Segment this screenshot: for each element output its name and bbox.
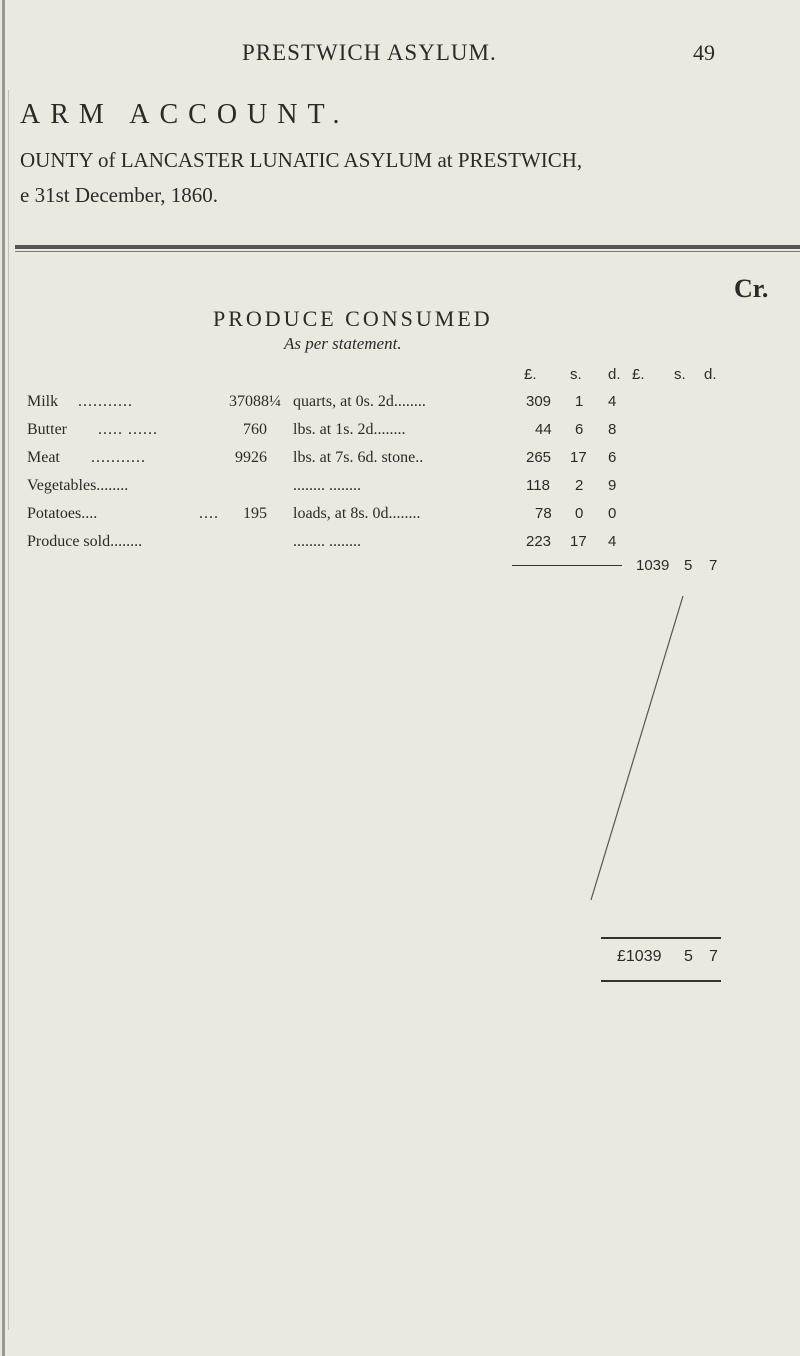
row-pence: 9: [608, 477, 617, 494]
row-dots: ....: [199, 505, 219, 522]
col-head-shillings: s.: [570, 366, 582, 383]
row-shillings: 17: [570, 533, 587, 550]
grand-total-rule-top: [601, 937, 721, 939]
grand-total-rule-bottom: [601, 980, 721, 982]
row-pence: 6: [608, 449, 617, 466]
account-date: e 31st December, 1860.: [20, 183, 219, 207]
row-rate: ........ ........: [293, 533, 361, 550]
col-head-pounds-total: £.: [632, 366, 645, 383]
row-name: Meat: [27, 449, 60, 466]
page-number: 49: [693, 40, 715, 65]
row-rate: quarts, at 0s. 2d........: [293, 393, 426, 410]
row-dots: ...........: [91, 449, 146, 466]
row-name: Vegetables........: [27, 477, 129, 494]
row-pence: 4: [608, 393, 617, 410]
row-pence: 4: [608, 533, 617, 550]
row-pence: 8: [608, 421, 617, 438]
row-pounds: 118: [526, 477, 550, 494]
subtotal-shillings: 5: [684, 557, 693, 574]
row-shillings: 17: [570, 449, 587, 466]
row-rate: lbs. at 1s. 2d........: [293, 421, 406, 438]
row-qty: 37088¼: [229, 393, 281, 410]
row-pounds: 309: [526, 393, 552, 410]
row-shillings: 2: [575, 477, 584, 494]
grand-total-shillings: 5: [684, 948, 693, 965]
row-pounds: 44: [535, 421, 552, 438]
row-rate: lbs. at 7s. 6d. stone..: [293, 449, 424, 466]
row-dots: ...........: [78, 393, 133, 410]
col-head-pounds: £.: [524, 366, 537, 383]
row-dots: ..... ......: [98, 421, 158, 438]
subtotal-pence: 7: [709, 557, 718, 574]
row-name: Butter: [27, 421, 67, 438]
row-rate: loads, at 8s. 0d........: [293, 505, 421, 522]
col-head-pence: d.: [608, 366, 621, 383]
col-head-shillings-total: s.: [674, 366, 686, 383]
section-heading: PRODUCE CONSUMED: [213, 306, 493, 331]
section-subheading: As per statement.: [284, 334, 402, 353]
row-qty: 760: [243, 421, 267, 438]
row-pounds: 265: [526, 449, 552, 466]
row-name: Potatoes....: [27, 505, 98, 522]
row-shillings: 0: [575, 505, 584, 522]
account-title: ARM ACCOUNT.: [20, 99, 350, 130]
row-name: Produce sold........: [27, 533, 143, 550]
grand-total-pence: 7: [709, 948, 718, 965]
row-shillings: 6: [575, 421, 584, 438]
row-pence: 0: [608, 505, 617, 522]
account-subtitle: OUNTY of LANCASTER LUNATIC ASYLUM at PRESTWICH,: [20, 148, 583, 172]
row-qty: 195: [243, 505, 267, 522]
subtotal-pounds: 1039: [636, 557, 670, 574]
col-head-pence-total: d.: [704, 366, 717, 383]
grand-total-pounds: £1039: [617, 948, 662, 965]
credit-mark: Cr.: [734, 274, 769, 303]
row-name: Milk: [27, 393, 59, 410]
row-qty: 9926: [235, 449, 267, 466]
row-pounds: 223: [526, 533, 552, 550]
row-rate: ........ ........: [293, 477, 361, 494]
running-head: PRESTWICH ASYLUM.: [242, 40, 497, 65]
row-pounds: 78: [535, 505, 552, 522]
row-shillings: 1: [575, 393, 584, 410]
